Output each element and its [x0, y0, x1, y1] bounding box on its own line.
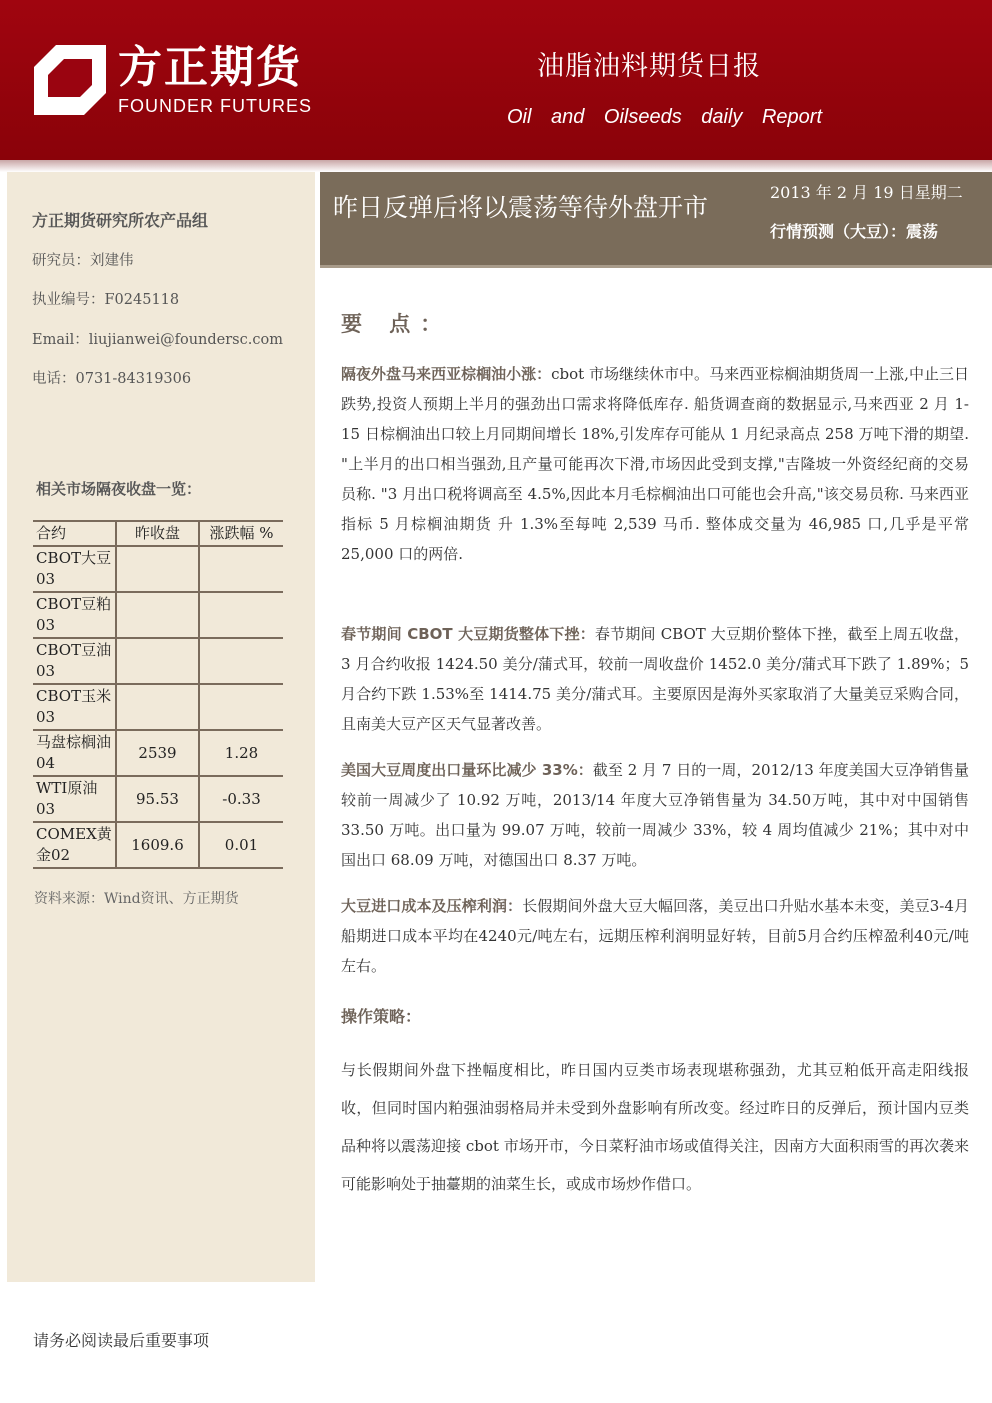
change-value: 1.28	[199, 730, 283, 776]
table-header-cell: 合约	[36, 524, 67, 542]
table-header-cell: 昨收盘	[116, 521, 199, 546]
change-value: 0.01	[199, 822, 283, 868]
sidebar-researcher: 研究员：刘建伟	[32, 253, 134, 269]
table-row	[33, 822, 283, 868]
sidebar-org: 方正期货研究所农产品组	[32, 211, 209, 230]
paragraph-import-cost	[341, 891, 969, 981]
paragraph-palm-oil	[341, 359, 969, 569]
close-value	[116, 546, 199, 592]
close-value	[116, 592, 199, 638]
headline: 昨日反弹后将以震荡等待外盘开市	[333, 193, 709, 222]
contract-name: WTI原油03	[36, 779, 98, 818]
sidebar-license: 执业编号：F0245118	[32, 292, 180, 308]
logo-english-name: FOUNDER FUTURES	[118, 96, 312, 116]
paragraph-text: 春节期间 CBOT 大豆期价整体下挫，截至上周五收盘，3 月合约收报 1424.50 美分/蒲式耳，较前一周收盘价 1452.0 美分/蒲式耳下跌了 1.89%；5 月合约下跌 1.53%至 1414.75 美分/蒲式耳。主要原因是海外买家取消了大量美豆采购合同，且南美大豆产区天气显著改善。	[341, 625, 970, 733]
close-value: 1609.6	[116, 822, 199, 868]
paragraph-text: 截至 2 月 7 日的一周，2012/13 年度美国大豆净销售量较前一周减少了 10.92 万吨，2013/14 年度大豆净销售量为 34.50万吨，其中对中国销售 33.50 万吨。出口量为 99.07 万吨，较前一周减少 33%，较 4 周均值减少 21%；其中对中国出口 68.09 万吨，对德国出口 8.37 万吨。	[341, 761, 969, 869]
close-value: 95.53	[116, 776, 199, 822]
market-table-title: 相关市场隔夜收盘一览：	[36, 480, 202, 498]
paragraph-strategy: 与长假期间外盘下挫幅度相比，昨日国内豆类市场表现堪称强劲，尤其豆粕低开高走阳线报收，但同时国内粕强油弱格局并未受到外盘影响有所改变。经过昨日的反弹后，预计国内豆类品种将以震荡迎接 cbot 市场开市，今日菜籽油市场或值得关注，因南方大面积雨雪的再次袭来可能影响处于抽薹期的油菜生长，或成市场炒作借口。	[341, 1061, 969, 1193]
contract-name: COMEX黄金02	[36, 825, 112, 864]
table-header-row	[33, 521, 283, 546]
forecast: 行情预测（大豆）：震荡	[770, 222, 939, 241]
change-value	[199, 638, 283, 684]
contract-name: CBOT玉米03	[36, 687, 112, 726]
contract-name: CBOT大豆03	[36, 549, 112, 588]
sidebar-phone: 电话：0731-84319306	[32, 371, 192, 387]
founder-logo-icon	[34, 45, 106, 115]
table-row	[33, 776, 283, 822]
contract-name: CBOT豆粕03	[36, 595, 112, 634]
paragraph-text: 长假期间外盘大豆大幅回落，美豆出口升贴水基本未变，美豆3-4月船期进口成本平均在4240元/吨左右，远期压榨利润明显好转，目前5月合约压榨盈利40元/吨左右。	[341, 897, 969, 975]
report-date: 2013 年 2 月 19 日星期二	[770, 183, 963, 202]
paragraph-text: cbot 市场继续休市中。马来西亚棕榈油期货周一上涨,中止三日跌势,投资人预期上半月的强劲出口需求将降低库存. 船货调查商的数据显示,马来西亚 2 月 1-15 日棕榈油出口较上月同期间增长 18%,引发库存可能从 1 月纪录高点 258 万吨下滑的期望. "上半月的出口相当强劲,且产量可能再次下滑,市场因此受到支撑,"吉隆坡一外资经纪商的交易员称. "3 月出口税将调高至 4.5%,因此本月毛棕榈油出口可能也会升高,"该交易员称. 马来西亚指标 5 月棕榈油期货 升 1.3%至每吨 2,539 马币. 整体成交量为 46,985 口,几乎是平常 25,000 口的两倍.	[341, 365, 969, 563]
report-title-cn: 油脂油料期货日报	[537, 51, 761, 82]
report-header	[0, 0, 992, 160]
table-row	[33, 684, 283, 730]
strategy-title: 操作策略：	[341, 1007, 422, 1026]
logo-chinese-name: 方正期货	[118, 42, 302, 93]
table-row	[33, 730, 283, 776]
paragraph-us-exports	[341, 755, 969, 875]
paragraph-lead: 大豆进口成本及压榨利润：	[341, 897, 523, 915]
data-source: 资料来源：Wind资讯、方正期货	[34, 891, 239, 907]
footer-disclaimer: 请务必阅读最后重要事项	[33, 1331, 210, 1350]
table-header-cell: 涨跌幅 %	[199, 521, 283, 546]
title-bar-underline	[320, 265, 992, 268]
paragraph-lead: 隔夜外盘马来西亚棕榈油小涨：	[341, 365, 552, 383]
change-value	[199, 684, 283, 730]
paragraph-lead: 春节期间 CBOT 大豆期货整体下挫：	[341, 625, 595, 643]
paragraph-lead: 美国大豆周度出口量环比减少 33%：	[341, 761, 593, 779]
report-title-en: Oil and Oilseeds daily Report	[507, 106, 823, 128]
market-table	[33, 520, 283, 869]
close-value	[116, 684, 199, 730]
paragraph-cbot-soybean	[341, 619, 969, 739]
keypoints-title: 要 点：	[341, 311, 452, 336]
table-row	[33, 546, 283, 592]
change-value	[199, 546, 283, 592]
change-value: -0.33	[199, 776, 283, 822]
contract-name: CBOT豆油03	[36, 641, 112, 680]
table-row	[33, 592, 283, 638]
change-value	[199, 592, 283, 638]
sidebar-email[interactable]: Email：liujianwei@foundersc.com	[32, 332, 283, 348]
header-shadow	[0, 160, 992, 172]
table-row	[33, 638, 283, 684]
close-value: 2539	[116, 730, 199, 776]
contract-name: 马盘棕榈油04	[36, 733, 112, 772]
close-value	[116, 638, 199, 684]
